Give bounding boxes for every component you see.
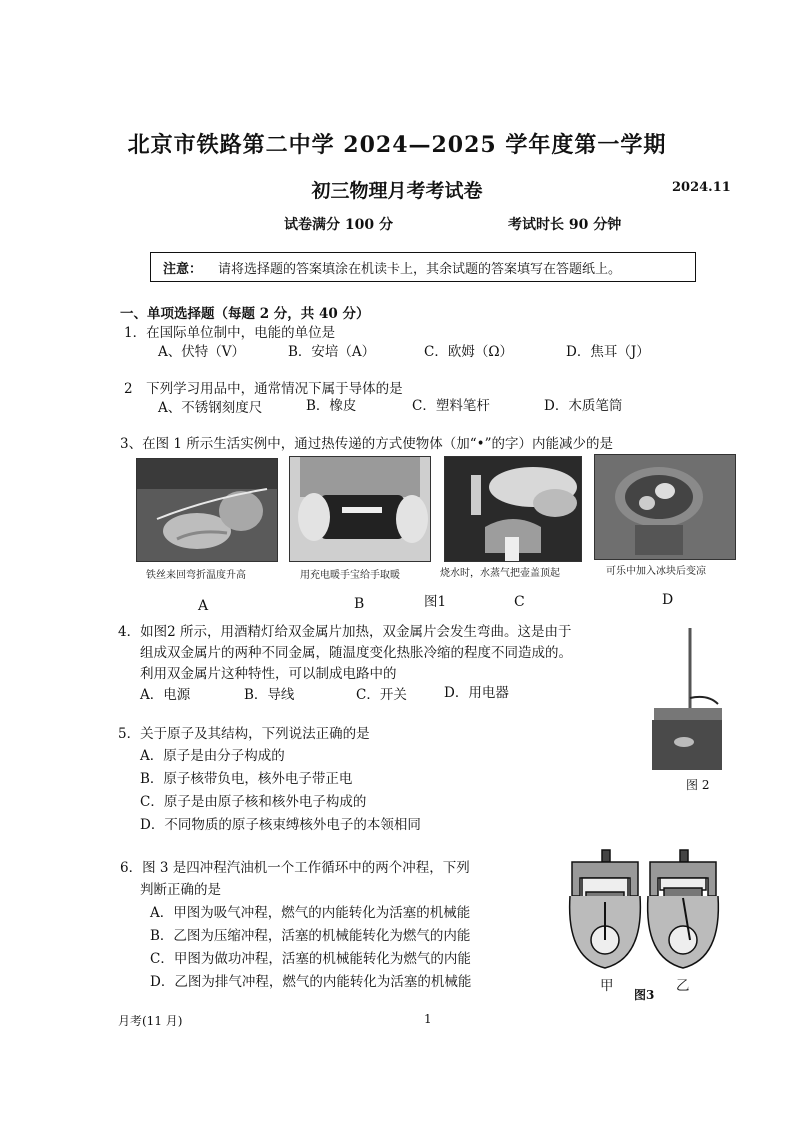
engine-label-yi: 乙 (676, 978, 690, 994)
exam-title: 北京市铁路第二中学 2024—2025 学年度第一学期 (127, 132, 667, 158)
q6-line-1: 6．图 3 是四冲程汽油机一个工作循环中的两个冲程，下列 (120, 860, 470, 876)
figure-3-label: 图3 (634, 988, 655, 1002)
q5-option-a: A．原子是由分子构成的 (140, 748, 285, 764)
full-score: 试卷满分 100 分 (284, 217, 393, 233)
letter-d: D (662, 592, 674, 608)
q2-option-a: A、不锈钢刻度尺 (158, 400, 263, 416)
engine-jia (570, 850, 641, 968)
caption-c: 烧水时，水蒸气把壶盖顶起 (440, 568, 560, 579)
photo-d-cola-ice (594, 454, 736, 560)
q4-option-a: A．电源 (140, 687, 191, 703)
q2-option-b: B．橡皮 (306, 398, 357, 414)
q5-option-b: B．原子核带负电，核外电子带正电 (140, 771, 353, 787)
footer-exam-name: 月考(11 月) (118, 1014, 183, 1028)
q2-stem: 2 下列学习用品中，通常情况下属于导体的是 (124, 381, 403, 397)
caption-b: 用充电暖手宝给手取暖 (300, 570, 400, 581)
q6-option-b: B．乙图为压缩冲程，活塞的机械能转化为燃气的内能 (150, 928, 471, 944)
notice-label: 注意： (163, 261, 203, 277)
q4-line-3: 利用双金属片这种特性，可以制成电路中的 (140, 666, 397, 682)
exam-date: 2024.11 (672, 180, 731, 195)
q4-option-b: B．导线 (244, 687, 295, 703)
q1-option-a: A、伏特（V） (158, 344, 245, 360)
q5-option-d: D．不同物质的原子核束缚核外电子的本领相同 (140, 817, 421, 833)
figure-3-engine-strokes (564, 848, 724, 974)
caption-d: 可乐中加入冰块后变凉 (606, 566, 706, 577)
photo-b-hand-warmer (289, 456, 431, 562)
letter-b: B (354, 596, 365, 612)
figure-2-bimetal (648, 628, 724, 774)
caption-a: 铁丝来回弯折温度升高 (146, 570, 246, 581)
q6-option-d: D．乙图为排气冲程，燃气的内能转化为活塞的机械能 (150, 974, 472, 990)
q6-option-c: C．甲图为做功冲程，活塞的机械能转化为燃气的内能 (150, 951, 471, 967)
q3-stem: 3、在图 1 所示生活实例中，通过热传递的方式使物体（加“•”的字）内能减少的是 (120, 436, 614, 452)
figure-1-label: 图1 (424, 594, 447, 610)
photo-c-boiling-kettle (444, 456, 582, 562)
exam-subtitle: 初三物理月考考试卷 (311, 180, 483, 202)
q1-option-b: B．安培（A） (288, 344, 376, 360)
page-number: 1 (424, 1012, 432, 1026)
q4-option-c: C．开关 (356, 687, 407, 703)
q2-option-c: C．塑料笔杆 (412, 398, 490, 414)
q1-stem: 1．在国际单位制中，电能的单位是 (124, 325, 336, 341)
q4-line-2: 组成双金属片的两种不同金属，随温度变化热胀冷缩的程度不同造成的。 (140, 645, 572, 661)
engine-label-jia: 甲 (600, 978, 614, 994)
q4-line-1: 4．如图2 所示，用酒精灯给双金属片加热，双金属片会发生弯曲。这是由于 (118, 624, 572, 640)
notice-text: 请将选择题的答案填涂在机读卡上，其余试题的答案填写在答题纸上。 (218, 261, 622, 277)
q4-option-d: D．用电器 (444, 685, 509, 701)
notice-box (150, 252, 696, 282)
section-title: 一、单项选择题（每题 2 分，共 40 分） (120, 306, 370, 322)
q1-option-c: C．欧姆（Ω） (424, 344, 514, 360)
exam-duration: 考试时长 90 分钟 (508, 217, 622, 233)
letter-c: C (514, 594, 525, 610)
engine-yi (648, 850, 719, 968)
q6-option-a: A．甲图为吸气冲程，燃气的内能转化为活塞的机械能 (150, 905, 471, 921)
q1-option-d: D．焦耳（J） (566, 344, 650, 360)
q2-option-d: D．木质笔筒 (544, 398, 623, 414)
q5-stem: 5．关于原子及其结构，下列说法正确的是 (118, 726, 370, 742)
q6-line-2: 判断正确的是 (140, 882, 221, 898)
letter-a: A (198, 598, 209, 614)
figure-2-label: 图 2 (686, 778, 710, 792)
photo-a-bending-wire (136, 458, 278, 562)
q5-option-c: C．原子是由原子核和核外电子构成的 (140, 794, 367, 810)
